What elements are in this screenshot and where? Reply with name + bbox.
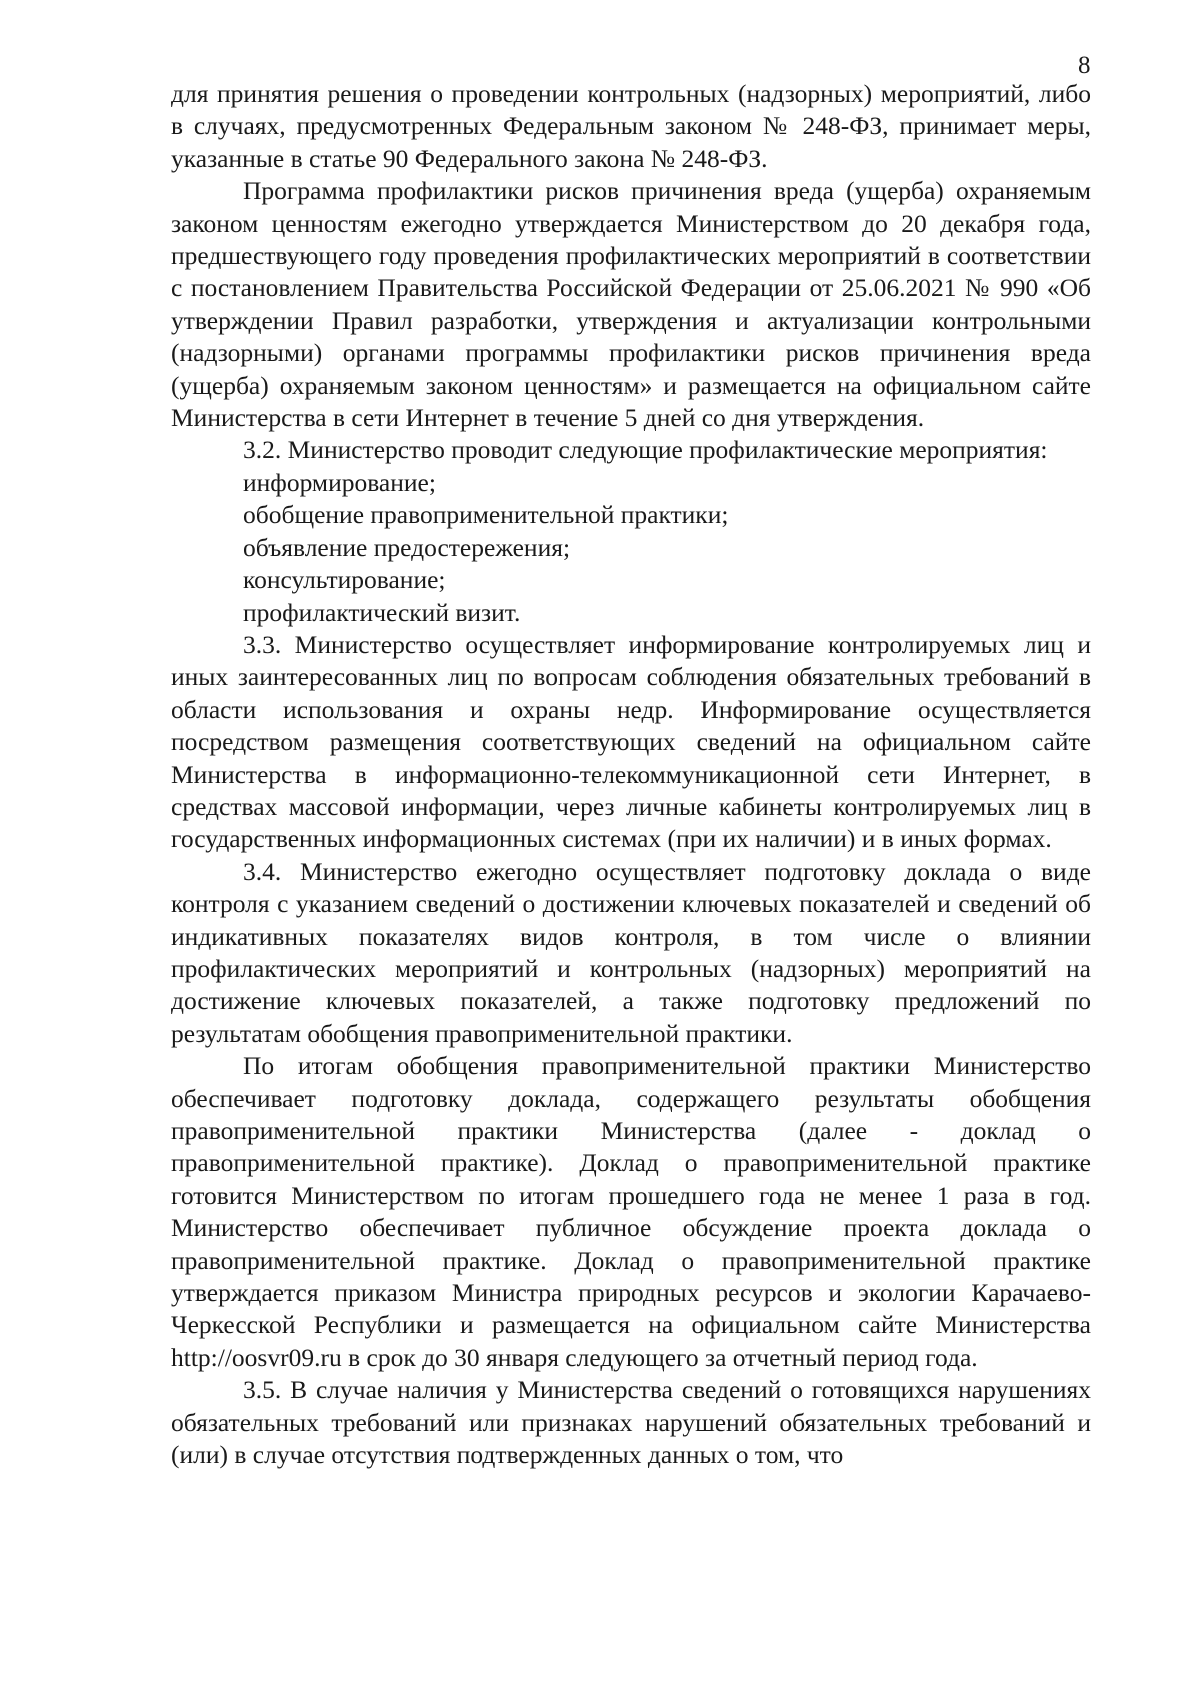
paragraph-prevention-program: Программа профилактики рисков причинения вреда (ущерба) охраняемым законом ценностям ежегодно утверждается Министерством до 20 декабря года, предшествующего году проведения профилактических мероприятий в соответствии с постановлением Правительства Российской Федерации от 25.06.2021 № 990 «Об утверждении Правил разработки, утверждения и актуализации контрольными (надзорными) органами программы профилактики рисков причинения вреда (ущерба) охраняемым законом ценностям» и размещается на официальном сайте Министерства в сети Интернет в течение 5 дней со дня утверждения.: [171, 176, 1091, 433]
measures-list: [171, 467, 1091, 629]
paragraph-3-2: 3.2. Министерство проводит следующие профилактические мероприятия:: [243, 435, 1048, 465]
paragraph-practice-report: По итогам обобщения правоприменительной практики Министерство обеспечивает подготовку доклада, содержащего результаты обобщения правоприменительной практики Министерства (далее - доклад о правоприменительной практике). Доклад о правоприменительной практике готовится Министерством по итогам прошедшего года не менее 1 раза в год. Министерство обеспечивает публичное обсуждение проекта доклада о правоприменительной практике. Доклад о правоприменительной практике утверждается приказом Министра природных ресурсов и экологии Карачаево-Черкесской Республики и размещается на официальном сайте Министерства http://oosvr09.ru в срок до 30 января следующего за отчетный период года.: [171, 1051, 1091, 1372]
paragraph-3-5: 3.5. В случае наличия у Министерства сведений о готовящихся нарушениях обязательных требований или признаках нарушений обязательных требований и (или) в случае отсутствия подтвержденных данных о том, что: [171, 1375, 1091, 1470]
list-item: информирование;: [243, 467, 436, 497]
list-item: обобщение правоприменительной практики;: [243, 500, 729, 530]
paragraph-3-3: 3.3. Министерство осуществляет информирование контролируемых лиц и иных заинтересованных лиц по вопросам соблюдения обязательных требований в области использования и охраны недр. Информирование осуществляется посредством размещения соответствующих сведений на официальном сайте Министерства в информационно-телекоммуникационной сети Интернет, в средствах массовой информации, через личные кабинеты контролируемых лиц в государственных информационных системах (при их наличии) и в иных формах.: [171, 629, 1091, 854]
list-item: консультирование;: [243, 565, 446, 595]
paragraph-3-4: 3.4. Министерство ежегодно осуществляет подготовку доклада о виде контроля с указанием сведений о достижении ключевых показателей и сведений об индикативных показателях видов контроля, в том числе о влиянии профилактических мероприятий и контрольных (надзорных) мероприятий на достижение ключевых показателей, а также подготовку предложений по результатам обобщения правоприменительной практики.: [171, 856, 1091, 1048]
page-number: 8: [1078, 52, 1091, 79]
paragraph-continuation: для принятия решения о проведении контрольных (надзорных) мероприятий, либо в случаях, предусмотренных Федеральным законом № 248-ФЗ, принимает меры, указанные в статье 90 Федерального закона № 248-ФЗ.: [171, 79, 1091, 173]
document-body: [171, 78, 1091, 1471]
list-item: профилактический визит.: [243, 597, 521, 627]
list-item: объявление предостережения;: [243, 532, 571, 562]
